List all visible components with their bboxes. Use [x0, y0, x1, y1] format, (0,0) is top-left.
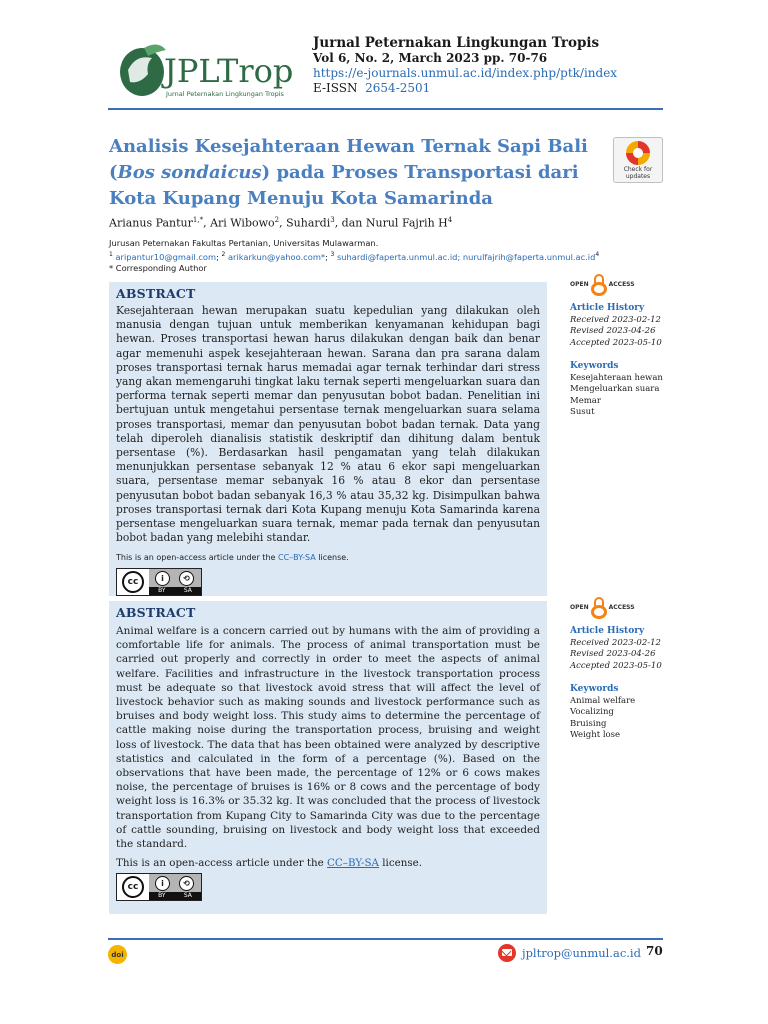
logo-text: JPLTrop [164, 52, 294, 90]
cc-sa-icon: ⟲ [179, 876, 194, 891]
doi-icon[interactable]: doi [108, 945, 127, 964]
author-name: Ari Wibowo [210, 216, 275, 230]
author-name: Suhardi [286, 216, 331, 230]
eissn-line [313, 81, 633, 96]
received-date: Received 2023-02-12 [570, 314, 661, 325]
author-list: Arianus Pantur$^{1,*}$, Ari Wibowo$^2$, Suhardi$^3$, dan Nurul Fajrih $H^4$ [109, 216, 453, 230]
title-species: Bos sondaicus [117, 162, 262, 183]
author-name: Arianus Pantur [109, 216, 193, 230]
keyword: Mengeluarkan suara [570, 384, 660, 394]
license-statement: This is an open-access article under the CC–BY-SA license. [116, 553, 349, 562]
keyword: Memar [570, 395, 601, 406]
abstract-heading: ABSTRACT [116, 286, 196, 301]
license-link[interactable]: CC–BY-SA [277, 553, 316, 562]
cc-sa-label: SA [183, 587, 192, 594]
license-statement: This is an open-access article under the CC–BY-SA license. [116, 857, 422, 869]
cc-by-sa-badge[interactable] [116, 873, 202, 901]
email-link[interactable]: suhardi@faperta.unmul.ac.id; nurulfajrih@faperta.unmul.ac.id [336, 251, 596, 262]
cc-icon: cc [122, 571, 144, 593]
cc-by-label: BY [158, 892, 166, 899]
abstract-heading: ABSTRACT [116, 605, 196, 620]
author-sup: 3 [330, 216, 335, 224]
author-sup: 1,* [192, 216, 204, 224]
journal-info [313, 36, 633, 96]
check-updates-label: Check for updates [623, 166, 653, 180]
corresponding-author-note: * Corresponding Author [109, 262, 207, 273]
cc-by-icon: i [155, 571, 170, 586]
mail-icon [498, 944, 516, 962]
keyword: Animal welfare [570, 695, 636, 706]
keyword: Kesejahteraan hewan [570, 372, 663, 383]
journal-volume: Vol 6, No. 2, March 2023 pp. 70-76 [313, 51, 548, 65]
keyword: Weight lose [570, 730, 621, 740]
article-info-sidebar-english [570, 594, 670, 742]
keywords-heading: Keywords [570, 361, 619, 371]
abstract-text: Animal welfare is a concern carried out by humans with the aim of providing a comfortable life for animals. The process of animal transportation must be carried out properly and correctly in order to meet the aspects of animal welfare. Facilities and infrastructure in the livestock transportation process must be adequate so that livestock avoid stress that will affect the level of livestock behavior such as making sounds and livestock performance such as bruises and body weight loss. This study aims to determine the percentage of cattle making noise during the transportation process, bruising and weight loss of livestock. The data that has been obtained were analyzed by descriptive statistics and calculated in the form of a percentage (%). Based on the observations that have been made, the percentage of 12% or 6 cows makes noise, the percentage of bruises is 16% or 8 cows and the percentage of body weight loss is 16.3% or 35.32 kg. It was concluded that the process of livestock transportation from Kupang City to Samarinda City was due to the percentage of cattle sounding, bruising on livestock and body weight loss that exceeded the standard. [116, 625, 540, 851]
title-part2: ) pada Proses Transportasi dari Kota Kupang Menuju Kota Samarinda [109, 162, 579, 209]
affiliation-block [109, 238, 649, 274]
keyword: Vocalizing [570, 707, 614, 717]
license-link[interactable]: CC–BY-SA [327, 857, 379, 869]
logo-subtitle: Jurnal Peternakan Lingkungan Tropis [166, 90, 284, 98]
check-updates-icon [626, 141, 650, 165]
cc-by-sa-badge[interactable] [116, 568, 202, 596]
check-for-updates-button[interactable] [613, 137, 663, 183]
eissn-number-link[interactable]: 2654-2501 [365, 81, 431, 95]
article-info-sidebar-indonesian [570, 271, 670, 419]
author-sup: 4 [447, 216, 453, 224]
journal-name: Jurnal Peternakan Lingkungan Tropis [313, 35, 600, 51]
eissn-label: E-ISSN [313, 81, 358, 95]
cc-sa-icon: ⟲ [179, 571, 194, 586]
open-access-logo: OPEN ACCESS [570, 271, 670, 299]
title-part1: Analisis Kesejahteraan Hewan Ternak Sapi Bali ( [109, 136, 588, 183]
footer-contact [498, 944, 641, 962]
abstract-text: Kesejahteraan hewan merupakan suatu kepedulian yang dilakukan oleh manusia dengan tujuan untuk memberikan kenyamanan kehidupan bagi hewan. Proses transportasi hewan harus dilakukan dengan baik dan benar agar memenuhi aspek kesejahteraan hewan. Sarana dan pra sarana dalam proses transportasi ternak harus memadai agar ternak terhindar dari stress yang akan memengaruhi tingkat laku ternak seperti mengeluarkan suara dan performa ternak seperti memar dan penyusutan bobot badan. Penelitian ini bertujuan untuk mengetahui persentase ternak mengeluarkan suara selama proses transportasi, memar dan penyusutan bobot badan ternak. Data yang telah diperoleh dianalisis statistik deskriptif dan dihitung dalam bentuk persentase (%). Berdasarkan hasil pengamatan yang telah dilakukan menunjukkan persentase sebanyak 12 % atau 6 ekor sapi mengeluarkan suara, persentase memar sebanyak 16 % atau 8 ekor dan persentase penyusutan bobot badan sebanyak 16,3 % atau 35,32 kg. Disimpulkan bahwa proses transportasi ternak dari Kota Kupang menuju Kota Samarinda karena persentase mengeluarkan suara ternak, memar pada ternak dan penyusutan bobot badan yang melebihi standar. [116, 304, 540, 545]
abstract-box-indonesian [109, 282, 547, 596]
journal-email-link[interactable]: jpltrop@unmul.ac.id [522, 946, 641, 960]
open-access-logo: OPEN ACCESS [570, 594, 670, 622]
abstract-box-english [109, 601, 547, 914]
header-divider [108, 108, 663, 110]
received-date: Received 2023-02-12 [570, 637, 661, 648]
institution: Jurusan Peternakan Fakultas Pertanian, Universitas Mulawarman. [109, 238, 379, 248]
author-sup: 2 [274, 216, 280, 224]
journal-logo [118, 40, 310, 102]
keyword: Bruising [570, 718, 607, 729]
accepted-date: Accepted 2023-05-10 [570, 660, 662, 671]
keyword: Susut [570, 407, 595, 417]
cc-icon: cc [122, 876, 144, 898]
cc-by-icon: i [155, 876, 170, 891]
article-history-heading: Article History [570, 626, 645, 636]
email-link[interactable]: aripantur10@gmail.com [115, 251, 217, 262]
cc-sa-label: SA [183, 892, 192, 899]
email-link[interactable]: arikarkun@yahoo.com* [227, 251, 326, 262]
author-emails: $^1$ aripantur10@gmail.com; $^2$ arikarkun@yahoo.com*; $^3$ suhardi@faperta.unmul.ac.id; $nurulfajrih@faperta.unmul.ac.id^4$ [109, 251, 600, 262]
page-number: 70 [646, 944, 663, 958]
footer-divider [108, 938, 663, 940]
accepted-date: Accepted 2023-05-10 [570, 337, 662, 348]
revised-date: Revised 2023-04-26 [570, 326, 656, 336]
journal-url-link[interactable]: https://e-journals.unmul.ac.id/index.php/ptk/index [313, 66, 618, 80]
open-lock-icon [591, 597, 607, 619]
open-lock-icon [591, 274, 607, 296]
author-name: Nurul Fajrih H [365, 216, 448, 230]
cc-by-label: BY [158, 587, 166, 594]
article-history-heading: Article History [570, 303, 645, 313]
article-title [109, 134, 599, 212]
revised-date: Revised 2023-04-26 [570, 649, 656, 659]
keywords-heading: Keywords [570, 684, 619, 694]
